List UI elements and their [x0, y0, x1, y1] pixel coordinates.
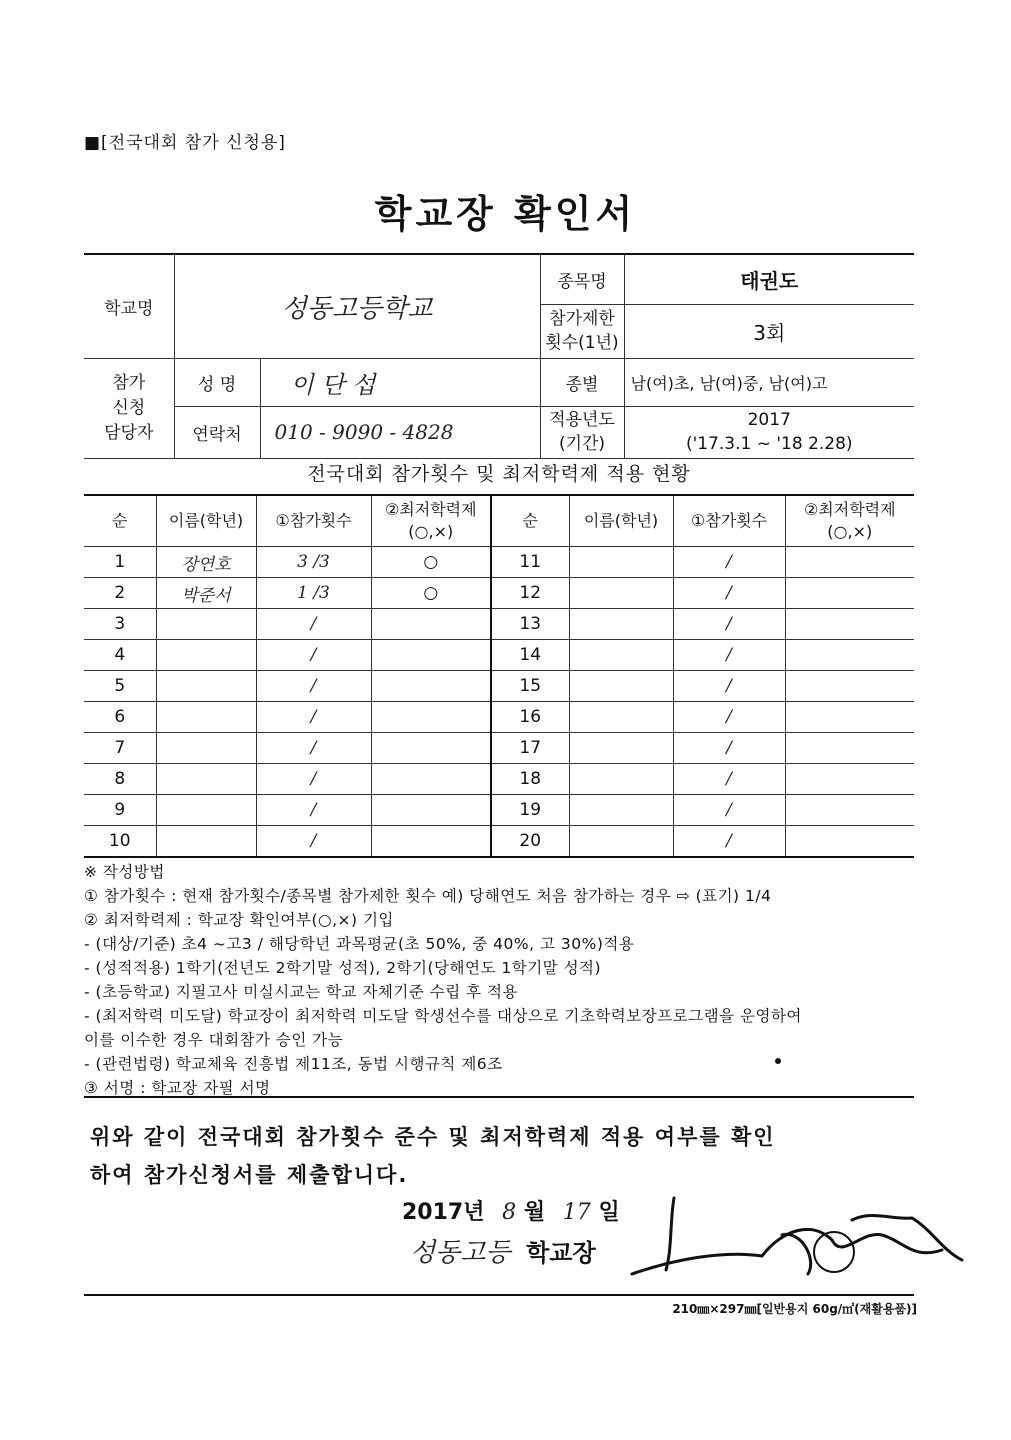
instruction-line: - (성적적용) 1학기(전년도 2학기말 성적), 2학기(당해연도 1학기말 성적): [84, 959, 602, 977]
row-grade: [785, 795, 914, 826]
row-count: /: [673, 640, 785, 671]
row-name: [569, 640, 673, 671]
row-count: 3 /3: [256, 547, 371, 578]
row-no: 9: [84, 795, 156, 826]
row-count: /: [673, 764, 785, 795]
col-grade-right: [785, 495, 914, 547]
row-count: /: [256, 671, 371, 702]
col-grade-right-line2: (○,×): [827, 522, 873, 541]
year-label-line2: (기간): [558, 434, 606, 454]
instruction-line: - (대상/기준) 초4 ~고3 / 해당학년 과목평균(초 50%, 중 40%, 고 30%)적용: [84, 935, 635, 953]
table-row: [84, 733, 914, 764]
row-grade: [785, 609, 914, 640]
row-no: 19: [491, 795, 569, 826]
row-grade: ○: [371, 578, 491, 609]
row-count: 1 /3: [256, 578, 371, 609]
row-grade: [371, 826, 491, 858]
limit-label-line2: 횟수(1년): [545, 333, 619, 353]
row-name: [569, 795, 673, 826]
table-row: [84, 795, 914, 826]
instruction-line: - (최저학력 미도달) 학교장이 최저학력 미도달 학생선수를 대상으로 기초학력보장프로그램을 운영하여: [84, 1007, 802, 1025]
col-name-right: 이름(학년): [569, 495, 673, 547]
date-year: 2017년: [402, 1200, 485, 1225]
principal-label: 학교장: [526, 1239, 596, 1267]
instructions: [84, 860, 924, 1100]
row-grade: [785, 578, 914, 609]
row-count: /: [256, 702, 371, 733]
gender-value: 남(여)초, 남(여)중, 남(여)고: [624, 358, 914, 406]
row-grade: [785, 547, 914, 578]
col-grade-line1: ②최저학력제: [384, 500, 477, 519]
table-header-row: [84, 495, 914, 547]
divider-top: [84, 1096, 914, 1098]
row-name: [569, 764, 673, 795]
row-no: 4: [84, 640, 156, 671]
row-grade: [785, 733, 914, 764]
row-grade: [785, 826, 914, 858]
principal-signature: [612, 1190, 972, 1290]
row-no: 16: [491, 702, 569, 733]
row-count: /: [673, 702, 785, 733]
row-count: /: [673, 671, 785, 702]
row-no: 17: [491, 733, 569, 764]
limit-label: [540, 304, 624, 358]
row-no: 8: [84, 764, 156, 795]
school-label: 학교명: [84, 254, 174, 358]
submission-date: [402, 1195, 620, 1226]
date-day: 17: [562, 1200, 591, 1225]
document-category: ■[전국대회 참가 신청용]: [84, 133, 286, 153]
date-day-unit: 일: [598, 1200, 620, 1225]
row-name: 박준서: [156, 578, 256, 609]
signature-line: [410, 1232, 596, 1269]
school-value: 성동고등학교: [174, 254, 540, 358]
date-month-unit: 월: [523, 1200, 546, 1225]
participation-table: [84, 494, 914, 858]
contact-value: 010 - 9090 - 4828: [260, 406, 540, 458]
table-row: [84, 547, 914, 578]
row-name: [569, 671, 673, 702]
row-count: /: [256, 609, 371, 640]
applicant-label-line3: 담당자: [104, 422, 154, 443]
row-grade: [785, 764, 914, 795]
contact-label: 연락처: [174, 406, 260, 458]
year-label: [540, 406, 624, 458]
row-count: /: [256, 640, 371, 671]
instruction-line: ※ 작성방법: [84, 863, 165, 881]
row-count: /: [673, 609, 785, 640]
row-count: /: [256, 764, 371, 795]
row-no: 11: [491, 547, 569, 578]
row-no: 13: [491, 609, 569, 640]
row-count: /: [256, 733, 371, 764]
instruction-line: - (관련법령) 학교체육 진흥법 제11조, 동법 시행규칙 제6조: [84, 1055, 503, 1073]
row-no: 6: [84, 702, 156, 733]
row-name: [569, 702, 673, 733]
date-month: 8: [502, 1200, 517, 1225]
row-grade: [371, 702, 491, 733]
row-grade: [371, 795, 491, 826]
row-grade: [371, 764, 491, 795]
table-row: [84, 826, 914, 858]
row-name: [156, 609, 256, 640]
row-name: [156, 795, 256, 826]
row-no: 18: [491, 764, 569, 795]
table-row: [84, 671, 914, 702]
row-no: 14: [491, 640, 569, 671]
row-name: [156, 702, 256, 733]
row-name: [569, 547, 673, 578]
instruction-line: ③ 서명 : 학교장 자필 서명: [84, 1079, 271, 1097]
limit-label-line1: 참가제한: [549, 309, 615, 329]
stray-dot: [775, 1058, 781, 1064]
row-name: [156, 826, 256, 858]
col-count-right: ①참가횟수: [673, 495, 785, 547]
row-grade: [785, 702, 914, 733]
instruction-line: - (초등학교) 지필고사 미실시교는 학교 자체기준 수립 후 적용: [84, 983, 518, 1001]
row-count: /: [673, 795, 785, 826]
info-table: [84, 253, 914, 459]
row-no: 2: [84, 578, 156, 609]
table-row: [84, 609, 914, 640]
row-no: 12: [491, 578, 569, 609]
row-name: [156, 764, 256, 795]
row-name: [569, 578, 673, 609]
row-grade: [371, 640, 491, 671]
col-grade-right-line1: ②최저학력제: [803, 500, 896, 519]
col-grade-line2: (○,×): [408, 522, 454, 541]
name-label: 성 명: [174, 358, 260, 406]
row-no: 15: [491, 671, 569, 702]
declaration-line2: 하여 참가신청서를 제출합니다.: [90, 1163, 409, 1187]
section-title: 전국대회 참가횟수 및 최저학력제 적용 현황: [307, 463, 691, 485]
row-no: 10: [84, 826, 156, 858]
applicant-label: [84, 358, 174, 458]
paper-spec: 210㎜×297㎜[일반용지 60g/㎡(재활용품)]: [672, 1302, 917, 1316]
row-grade: [785, 671, 914, 702]
row-no: 7: [84, 733, 156, 764]
declaration-line1: 위와 같이 전국대회 참가횟수 준수 및 최저학력제 적용 여부를 확인: [90, 1125, 776, 1149]
applicant-label-line1: 참가: [112, 372, 146, 393]
row-no: 3: [84, 609, 156, 640]
row-grade: [785, 640, 914, 671]
row-grade: [371, 733, 491, 764]
name-value: 이 단 섭: [260, 358, 540, 406]
col-name: 이름(학년): [156, 495, 256, 547]
document-title: 학교장 확인서: [374, 192, 637, 236]
year-value-line1: 2017: [747, 410, 791, 430]
row-name: [569, 826, 673, 858]
row-count: /: [673, 826, 785, 858]
row-name: [156, 640, 256, 671]
instruction-line: 이를 이수한 경우 대회참가 승인 가능: [84, 1031, 344, 1049]
row-count: /: [673, 578, 785, 609]
divider-bottom: [84, 1294, 914, 1296]
year-value: [624, 406, 914, 458]
row-name: [156, 671, 256, 702]
school-handwritten: 성동고등: [410, 1238, 511, 1268]
table-row: [84, 578, 914, 609]
col-no: 순: [84, 495, 156, 547]
row-name: 장연호: [156, 547, 256, 578]
instruction-line: ① 참가횟수 : 현재 참가횟수/종목별 참가제한 횟수 예) 당해연도 처음 참가하는 경우 ⇨ (표기) 1/4: [84, 887, 772, 905]
row-name: [569, 609, 673, 640]
row-grade: ○: [371, 547, 491, 578]
limit-value: 3회: [624, 304, 914, 358]
row-no: 1: [84, 547, 156, 578]
row-count: /: [256, 795, 371, 826]
year-label-line1: 적용년도: [549, 410, 615, 430]
col-grade: [371, 495, 491, 547]
row-name: [569, 733, 673, 764]
row-no: 20: [491, 826, 569, 858]
year-value-line2: ('17.3.1 ~ '18 2.28): [685, 434, 853, 454]
table-row: [84, 702, 914, 733]
row-grade: [371, 609, 491, 640]
sport-label: 종목명: [540, 254, 624, 304]
col-count: ①참가횟수: [256, 495, 371, 547]
gender-label: 종별: [540, 358, 624, 406]
row-no: 5: [84, 671, 156, 702]
applicant-label-line2: 신청: [112, 397, 146, 418]
row-count: /: [256, 826, 371, 858]
col-no-right: 순: [491, 495, 569, 547]
row-name: [156, 733, 256, 764]
table-row: [84, 764, 914, 795]
sport-value: 태권도: [624, 254, 914, 304]
table-row: [84, 640, 914, 671]
declaration: [90, 1118, 910, 1194]
row-grade: [371, 671, 491, 702]
row-count: /: [673, 733, 785, 764]
row-count: /: [673, 547, 785, 578]
instruction-line: ② 최저학력제 : 학교장 확인여부(○,×) 기입: [84, 911, 394, 929]
